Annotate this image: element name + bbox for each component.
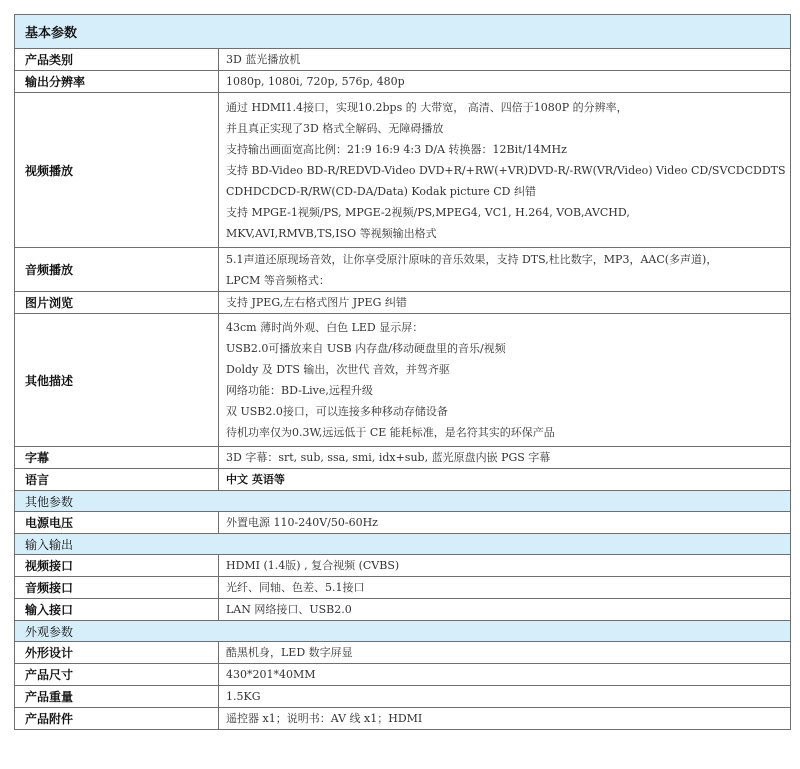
spec-label: 其他描述 — [15, 314, 219, 446]
spec-value-line: CDHDCDCD-R/RW(CD-DA/Data) Kodak picture CD 纠错 — [226, 184, 536, 198]
spec-value — [219, 71, 790, 92]
spec-value-line: MKV,AVI,RMVB,TS,ISO 等视频输出格式 — [226, 226, 437, 240]
spec-row — [14, 292, 791, 314]
spec-value-line: 遥控器 x1；说明书：AV 线 x1；HDMI — [226, 712, 423, 725]
spec-label: 输出分辨率 — [15, 71, 219, 92]
spec-value-line: 43cm 薄时尚外观、白色 LED 显示屏： — [226, 321, 424, 334]
section-title: 其他参数 — [25, 494, 74, 509]
spec-label: 电源电压 — [15, 512, 219, 533]
spec-label: 产品重量 — [15, 686, 219, 707]
table-title — [14, 14, 791, 49]
spec-value — [219, 248, 790, 291]
spec-value — [219, 314, 790, 446]
spec-label: 字幕 — [15, 447, 219, 468]
spec-label: 音频接口 — [15, 577, 219, 598]
spec-value — [219, 469, 790, 490]
spec-row — [14, 447, 791, 469]
spec-label: 产品类别 — [15, 49, 219, 70]
section-header — [14, 534, 791, 555]
spec-value-line: 支持 BD-Video BD-R/REDVD-Video DVD+R/+RW(+VR)DVD-R/-RW(VR/Video) Video CD/SVCDCDDTS — [226, 163, 786, 177]
spec-value — [219, 599, 790, 620]
spec-row — [14, 93, 791, 248]
spec-value — [219, 642, 790, 663]
spec-value — [219, 555, 790, 576]
spec-value-line: 网络功能：BD-Live,远程升级 — [226, 384, 373, 397]
spec-value-line: 支持输出画面宽高比例：21:9 16:9 4:3 D/A 转换器：12Bit/14MHz — [226, 142, 567, 156]
spec-value-line: 外置电源 110-240V/50-60Hz — [226, 516, 378, 529]
spec-value-line: 5.1声道还原现场音效，让你享受原汁原味的音乐效果，支持 DTS,杜比数字，MP3，AAC(多声道)， — [226, 252, 718, 266]
section-header — [14, 491, 791, 512]
spec-value-line: 通过 HDMI1.4接口，实现10.2bps 的 大带宽， 高清、四倍于1080P 的分辨率， — [226, 100, 628, 114]
spec-label: 语言 — [15, 469, 219, 490]
spec-value-line: 3D 蓝光播放机 — [226, 53, 301, 66]
spec-value-line: 光纤、同轴、色差、5.1接口 — [226, 581, 365, 594]
spec-row — [14, 469, 791, 491]
spec-row — [14, 577, 791, 599]
spec-label: 图片浏览 — [15, 292, 219, 313]
spec-value-line: LPCM 等音频格式： — [226, 273, 330, 287]
spec-value-line: HDMI (1.4版) , 复合视频 (CVBS) — [226, 559, 400, 572]
spec-row — [14, 664, 791, 686]
spec-label: 视频接口 — [15, 555, 219, 576]
section-title: 输入输出 — [25, 537, 74, 552]
spec-label: 产品尺寸 — [15, 664, 219, 685]
spec-value — [219, 512, 790, 533]
spec-value-line: 支持 JPEG,左右格式图片 JPEG 纠错 — [226, 296, 407, 309]
spec-row — [14, 512, 791, 534]
spec-label: 输入接口 — [15, 599, 219, 620]
table-title-text: 基本参数 — [25, 26, 78, 41]
spec-value-line: 酷黑机身，LED 数字屏显 — [226, 646, 353, 659]
spec-value — [219, 686, 790, 707]
spec-value-line: 并且真正实现了3D 格式全解码、无障碍播放 — [226, 121, 444, 135]
spec-value-line: 双 USB2.0接口，可以连接多种移动存储设备 — [226, 405, 448, 418]
spec-value — [219, 664, 790, 685]
spec-value — [219, 447, 790, 468]
spec-value-line: 待机功率仅为0.3W,远远低于 CE 能耗标准，是名符其实的环保产品 — [226, 426, 555, 439]
spec-value-line: 1.5KG — [226, 690, 261, 703]
spec-row — [14, 599, 791, 621]
spec-value-line: Doldy 及 DTS 输出，次世代 音效，并驾齐驱 — [226, 363, 450, 376]
spec-value — [219, 93, 790, 247]
spec-value-line: 支持 MPGE-1视频/PS, MPGE-2视频/PS,MPEG4, VC1, H.264, VOB,AVCHD, — [226, 205, 630, 219]
spec-label: 音频播放 — [15, 248, 219, 291]
spec-label: 产品附件 — [15, 708, 219, 729]
spec-value — [219, 49, 790, 70]
section-header — [14, 621, 791, 642]
spec-value — [219, 708, 790, 729]
spec-value — [219, 292, 790, 313]
spec-row — [14, 642, 791, 664]
spec-label: 外形设计 — [15, 642, 219, 663]
spec-label: 视频播放 — [15, 93, 219, 247]
spec-row — [14, 248, 791, 292]
spec-table — [14, 14, 791, 730]
spec-value-line: 1080p, 1080i, 720p, 576p, 480p — [226, 75, 405, 88]
spec-row — [14, 314, 791, 447]
spec-row — [14, 49, 791, 71]
spec-value-line: 3D 字幕：srt, sub, ssa, smi, idx+sub, 蓝光原盘内嵌 PGS 字幕 — [226, 451, 551, 464]
spec-row — [14, 555, 791, 577]
spec-row — [14, 71, 791, 93]
spec-value-line: 中文 英语等 — [226, 473, 285, 486]
spec-row — [14, 708, 791, 730]
section-title: 外观参数 — [25, 624, 74, 639]
spec-row — [14, 686, 791, 708]
spec-value-line: LAN 网络接口、USB2.0 — [226, 603, 352, 616]
spec-value-line: USB2.0可播放来自 USB 内存盘/移动硬盘里的音乐/视频 — [226, 342, 506, 355]
spec-value-line: 430*201*40MM — [226, 668, 316, 681]
spec-value — [219, 577, 790, 598]
